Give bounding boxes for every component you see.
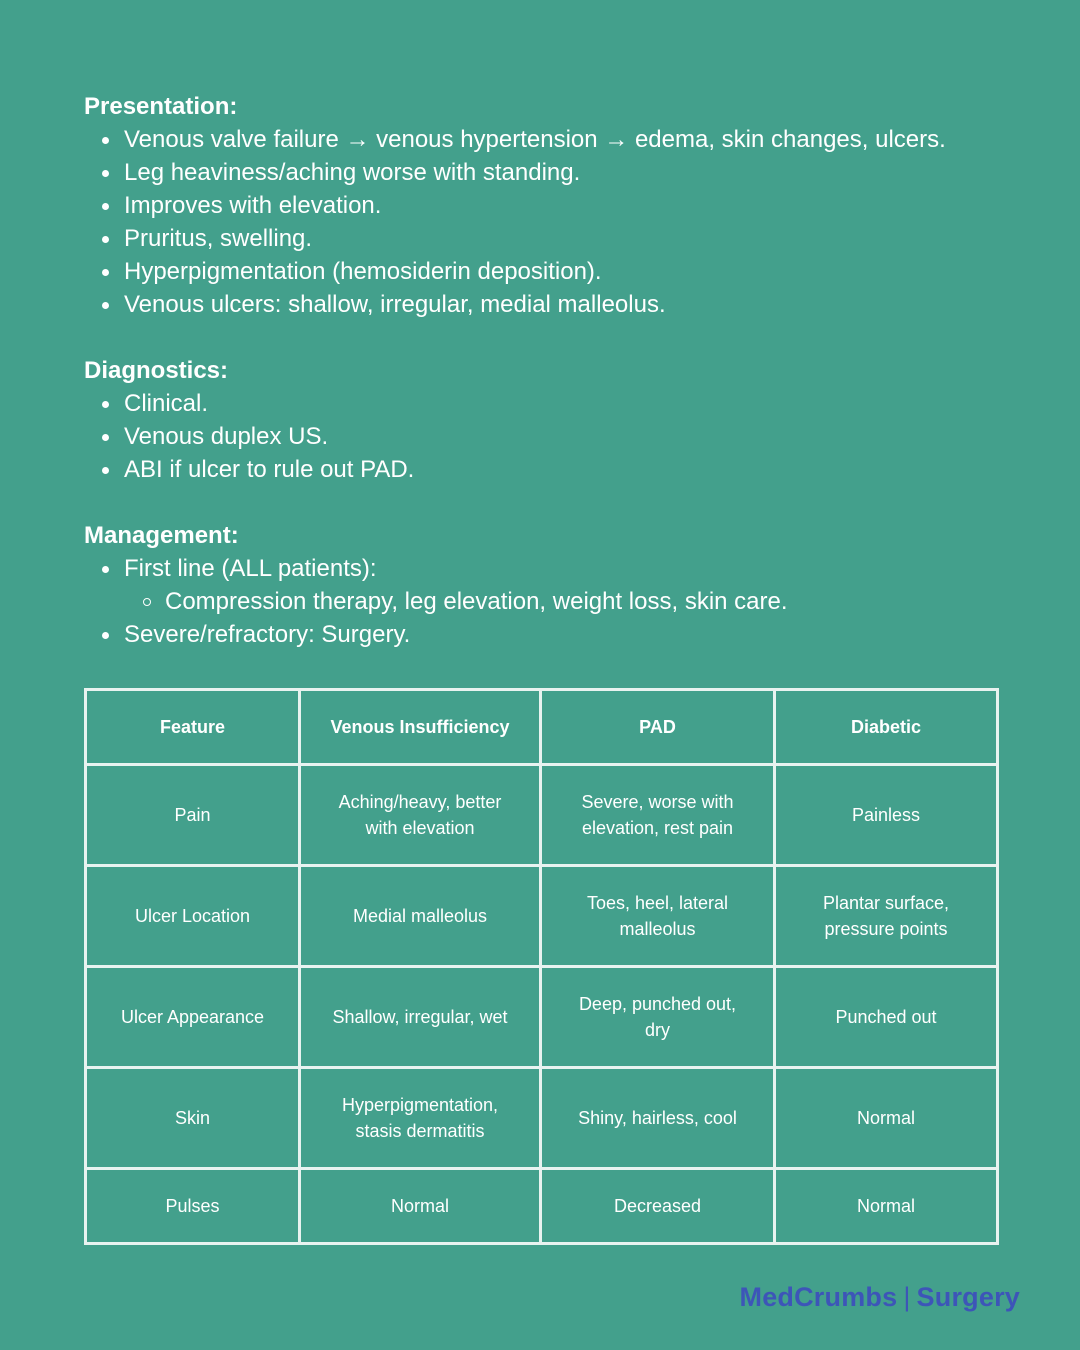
management-title: Management: (84, 522, 239, 549)
list-item: Venous duplex US. (84, 420, 1014, 453)
table-row (86, 1068, 998, 1169)
table-row (86, 967, 998, 1068)
table-cell: Pain (86, 765, 300, 866)
list-item: Clinical. (84, 387, 1014, 420)
table-cell: Punched out (775, 967, 998, 1068)
table-cell: Normal (300, 1169, 541, 1244)
list-item: Improves with elevation. (84, 189, 1014, 222)
management-list (84, 552, 1014, 651)
list-item: Venous ulcers: shallow, irregular, medial malleolus. (84, 288, 1014, 321)
table-cell: Skin (86, 1068, 300, 1169)
comparison-table (84, 688, 999, 1245)
table-cell: Normal (775, 1169, 998, 1244)
table-cell: Painless (775, 765, 998, 866)
table-cell: Deep, punched out, dry (541, 967, 775, 1068)
table-cell: Shallow, irregular, wet (300, 967, 541, 1068)
list-item: Pruritus, swelling. (84, 222, 1014, 255)
brand-logo (740, 1282, 1021, 1313)
table-cell: Toes, heel, lateral malleolus (541, 866, 775, 967)
table-cell: Ulcer Location (86, 866, 300, 967)
header-pad: PAD (541, 690, 775, 765)
table-row (86, 866, 998, 967)
table-cell: Hyperpigmentation, stasis dermatitis (300, 1068, 541, 1169)
list-item: First line (ALL patients): (84, 552, 1014, 585)
list-item: Venous valve failure → venous hypertension → edema, skin changes, ulcers. (84, 123, 1014, 156)
brand-section: Surgery (916, 1282, 1020, 1312)
header-diabetic: Diabetic (775, 690, 998, 765)
table-cell: Aching/heavy, better with elevation (300, 765, 541, 866)
list-item: Severe/refractory: Surgery. (84, 618, 1014, 651)
diagnostics-section (84, 354, 1014, 486)
header-feature: Feature (86, 690, 300, 765)
table-cell: Ulcer Appearance (86, 967, 300, 1068)
diagnostics-list (84, 387, 1014, 486)
table-cell: Normal (775, 1068, 998, 1169)
table-cell: Medial malleolus (300, 866, 541, 967)
notes-content (84, 90, 1014, 651)
presentation-title: Presentation: (84, 93, 238, 120)
management-section (84, 519, 1014, 651)
header-venous-insufficiency: Venous Insufficiency (300, 690, 541, 765)
table-cell: Shiny, hairless, cool (541, 1068, 775, 1169)
sub-list-item: Compression therapy, leg elevation, weight loss, skin care. (84, 585, 1014, 618)
presentation-list (84, 123, 1014, 321)
presentation-section (84, 90, 1014, 321)
table-cell: Plantar surface, pressure points (775, 866, 998, 967)
list-item: Hyperpigmentation (hemosiderin deposition). (84, 255, 1014, 288)
table-cell: Decreased (541, 1169, 775, 1244)
brand-name: MedCrumbs (739, 1282, 898, 1312)
diagnostics-title: Diagnostics: (84, 357, 229, 384)
table-cell: Pulses (86, 1169, 300, 1244)
table-cell: Severe, worse with elevation, rest pain (541, 765, 775, 866)
table-header-row (86, 690, 998, 765)
list-item: ABI if ulcer to rule out PAD. (84, 453, 1014, 486)
brand-separator: | (903, 1282, 911, 1312)
table-row (86, 765, 998, 866)
list-item: Leg heaviness/aching worse with standing. (84, 156, 1014, 189)
table-row (86, 1169, 998, 1244)
